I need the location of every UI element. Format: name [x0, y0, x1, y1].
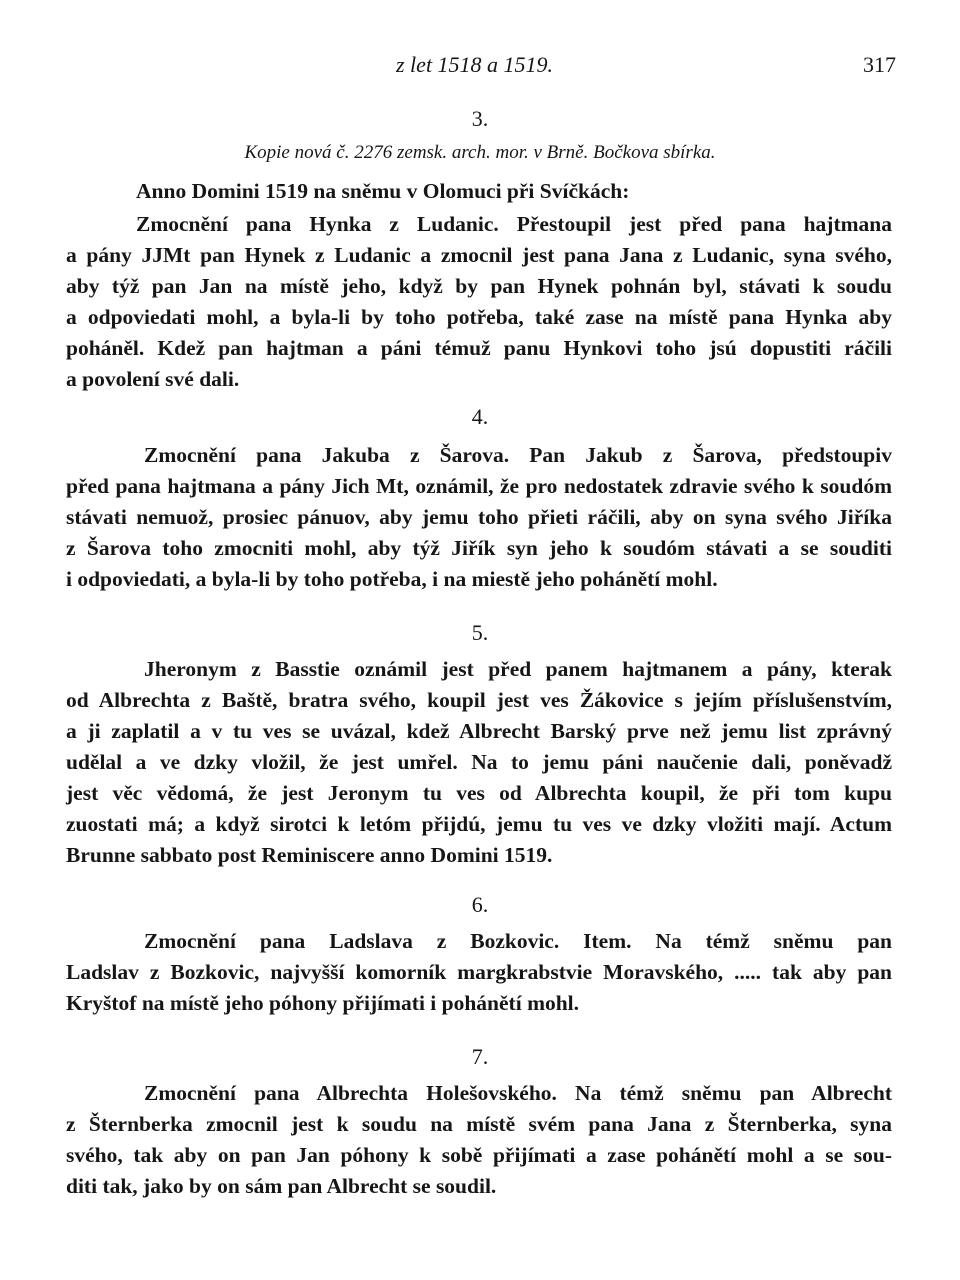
text-line: Brunne sabbato post Reminiscere anno Domini 1519. — [66, 843, 553, 867]
page-header — [66, 52, 896, 86]
entry-3-text — [66, 176, 892, 395]
entry-7-text — [66, 1078, 892, 1202]
entry-number-7: 7. — [471, 1044, 489, 1069]
text-line: Ladslav z Bozkovic, najvyšší komorník margkrabstvie Moravského, ..... tak aby pan — [66, 960, 892, 984]
text-line: a povolení své dali. — [66, 367, 240, 391]
text-line: aby týž pan Jan na místě jeho, když by pan Hynek pohnán byl, stávati k soudu — [66, 274, 892, 298]
text-line: Zmocnění pana Albrechta Holešovského. Na témž sněmu pan Albrecht — [144, 1081, 892, 1105]
page-number: 317 — [863, 52, 896, 77]
entry-number-6: 6. — [471, 892, 489, 917]
text-line: Zmocnění pana Hynka z Ludanic. Přestoupil jest před pana hajtmana — [136, 212, 892, 236]
text-line: Jheronym z Basstie oznámil jest před panem hajtmanem a pány, kterak — [144, 657, 892, 681]
text-line: z Šternberka zmocnil jest k soudu na místě svém pana Jana z Šternberka, syna — [66, 1112, 892, 1136]
text-line: před pana hajtmana a pány Jich Mt, oznámil, že pro nedostatek zdravie svého k soudóm — [66, 474, 892, 498]
running-head: z let 1518 a 1519. — [396, 52, 554, 77]
text-line: jest věc vědomá, že jest Jeronym tu ves od Albrechta koupil, že při tom kupu — [66, 781, 892, 805]
text-line: udělal a ve dzky vložil, že jest umřel. Na to jemu páni naučenie dali, poněvadž — [66, 750, 892, 774]
entry-number-5: 5. — [471, 620, 489, 645]
text-line: i odpoviedati, a byla-li by toho potřeba, i na miestě jeho pohánětí mohl. — [66, 567, 718, 591]
text-line: Zmocnění pana Ladslava z Bozkovic. Item. Na témž sněmu pan — [144, 929, 892, 953]
source-note: Kopie nová č. 2276 zemsk. arch. mor. v Brně. Bočkova sbírka. — [244, 142, 716, 163]
text-line: Kryštof na místě jeho póhony přijímati i pohánětí mohl. — [66, 991, 580, 1015]
entry-number-4: 4. — [471, 404, 489, 429]
text-line: stávati nemuož, prosiec pánuov, aby jemu toho přieti ráčili, aby on syna svého Jiříka — [66, 505, 892, 529]
entry-4-text — [66, 440, 892, 595]
text-line: Anno Domini 1519 na sněmu v Olomuci při Svíčkách: — [136, 179, 630, 203]
text-line: a ji zaplatil a v tu ves se uvázal, kdež Albrecht Barský prve než jemu list zprávný — [66, 719, 892, 743]
text-line: Zmocnění pana Jakuba z Šarova. Pan Jakub z Šarova, předstoupiv — [144, 443, 892, 467]
text-line: od Albrechta z Baště, bratra svého, koupil jest ves Žákovice s jejím příslušenstvím, — [66, 688, 892, 712]
text-line: a pány JJMt pan Hynek z Ludanic a zmocnil jest pana Jana z Ludanic, syna svého, — [66, 243, 892, 267]
entry-5-text — [66, 654, 892, 871]
text-line: poháněl. Kdež pan hajtman a páni témuž panu Hynkovi toho jsú dopustiti ráčili — [66, 336, 892, 360]
text-line: zuostati má; a když sirotci k letóm přijdú, jemu tu ves ve dzky vložiti mají. Actum — [66, 812, 892, 836]
entry-number-3: 3. — [471, 106, 489, 131]
text-line: diti tak, jako by on sám pan Albrecht se soudil. — [66, 1174, 497, 1198]
text-line: z Šarova toho zmocniti mohl, aby týž Jiřík syn jeho k soudóm stávati a se souditi — [66, 536, 892, 560]
entry-6-text — [66, 926, 892, 1019]
text-line: a odpoviedati mohl, a byla-li by toho potřeba, také zase na místě pana Hynka aby — [66, 305, 892, 329]
text-line: svého, tak aby on pan Jan póhony k sobě přijímati a zase pohánětí mohl a se sou- — [66, 1143, 892, 1167]
